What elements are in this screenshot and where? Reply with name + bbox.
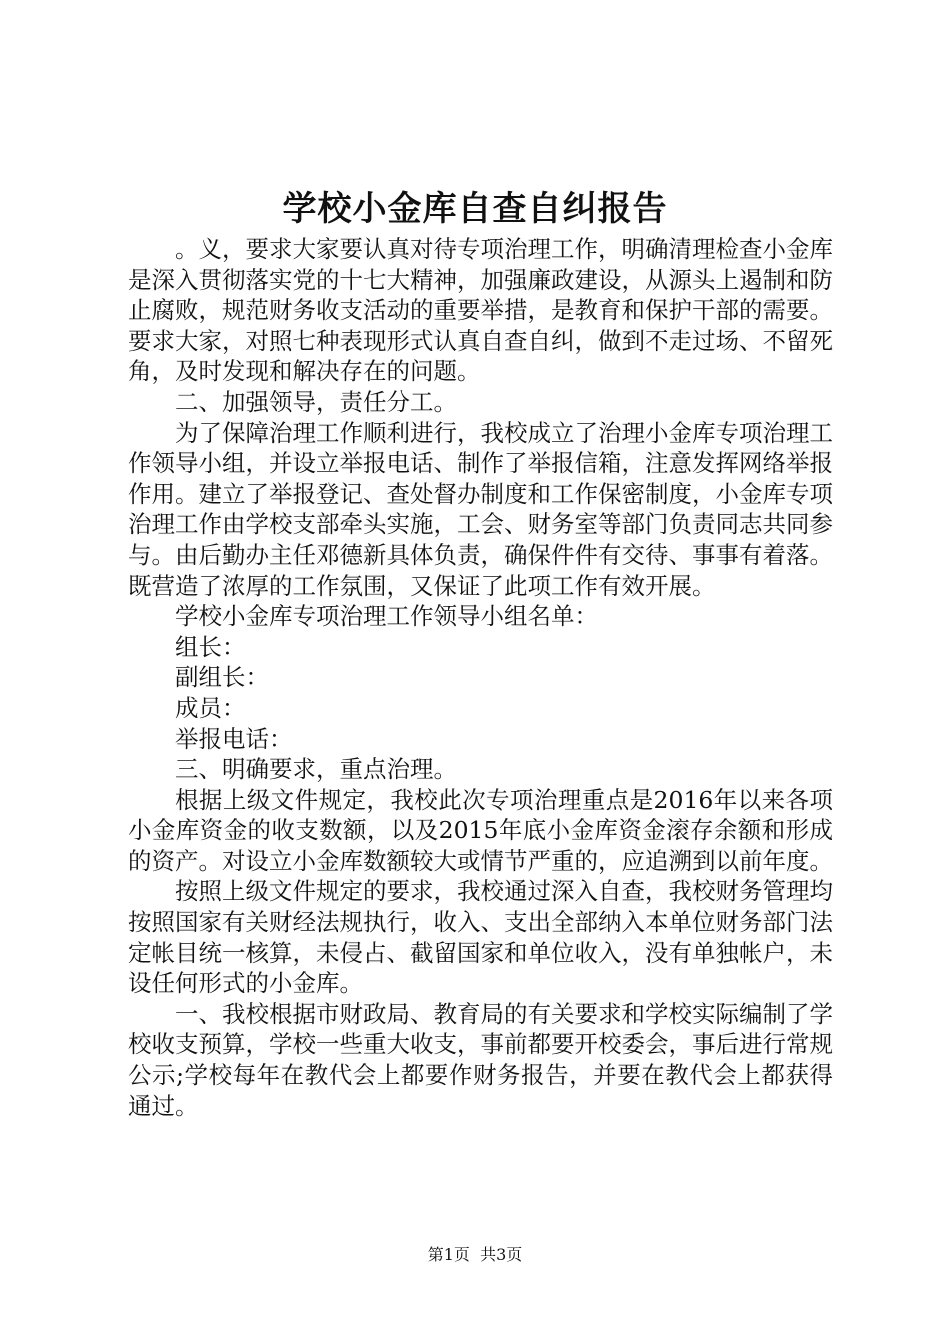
paragraph: 按照上级文件规定的要求，我校通过深入自查，我校财务管理均按照国家有关财经法规执行，收入、支出全部纳入本单位财务部门法定帐目统一核算，未侵占、截留国家和单位收入，没有单独帐户，未设任何形式的小金库。 xyxy=(128,877,833,998)
document-title: 学校小金库自查自纠报告 xyxy=(282,189,668,229)
list-item-members: 成员： xyxy=(175,693,246,722)
document-body xyxy=(128,234,833,1121)
list-heading: 学校小金库专项治理工作领导小组名单： xyxy=(175,602,598,631)
paragraph: 一、我校根据市财政局、教育局的有关要求和学校实际编制了学校收支预算，学校一些重大收支，事前都要开校委会，事后进行常规公示;学校每年在教代会上都要作财务报告，并要在教代会上都获得通过。 xyxy=(128,999,833,1120)
paragraph: 。义，要求大家要认真对待专项治理工作，明确清理检查小金库是深入贯彻落实党的十七大精神，加强廉政建设，从源头上遏制和防止腐败，规范财务收支活动的重要举措，是教育和保护干部的需要。要求大家，对照七种表现形式认真自查自纠，做到不走过场、不留死角，及时发现和解决存在的问题。 xyxy=(128,235,833,386)
page-footer xyxy=(0,1244,950,1266)
list-item-hotline: 举报电话： xyxy=(175,724,293,753)
page-number: 第1页 共3页 xyxy=(427,1245,523,1264)
section-heading: 二、加强领导，责任分工。 xyxy=(175,387,457,416)
section-heading: 三、明确要求，重点治理。 xyxy=(175,755,457,784)
paragraph: 根据上级文件规定，我校此次专项治理重点是2016年以来各项小金库资金的收支数额，以及2015年底小金库资金滚存余额和形成的资产。对设立小金库数额较大或情节严重的，应追溯到以前年度。 xyxy=(128,785,833,875)
list-item-leader: 组长： xyxy=(175,632,246,661)
paragraph: 为了保障治理工作顺利进行，我校成立了治理小金库专项治理工作领导小组，并设立举报电话、制作了举报信箱，注意发挥网络举报作用。建立了举报登记、查处督办制度和工作保密制度，小金库专项治理工作由学校支部牵头实施，工会、财务室等部门负责同志共同参与。由后勤办主任邓德新具体负责，确保件件有交待、事事有着落。既营造了浓厚的工作氛围，又保证了此项工作有效开展。 xyxy=(128,418,833,600)
list-item-deputy-leader: 副组长： xyxy=(175,663,269,692)
